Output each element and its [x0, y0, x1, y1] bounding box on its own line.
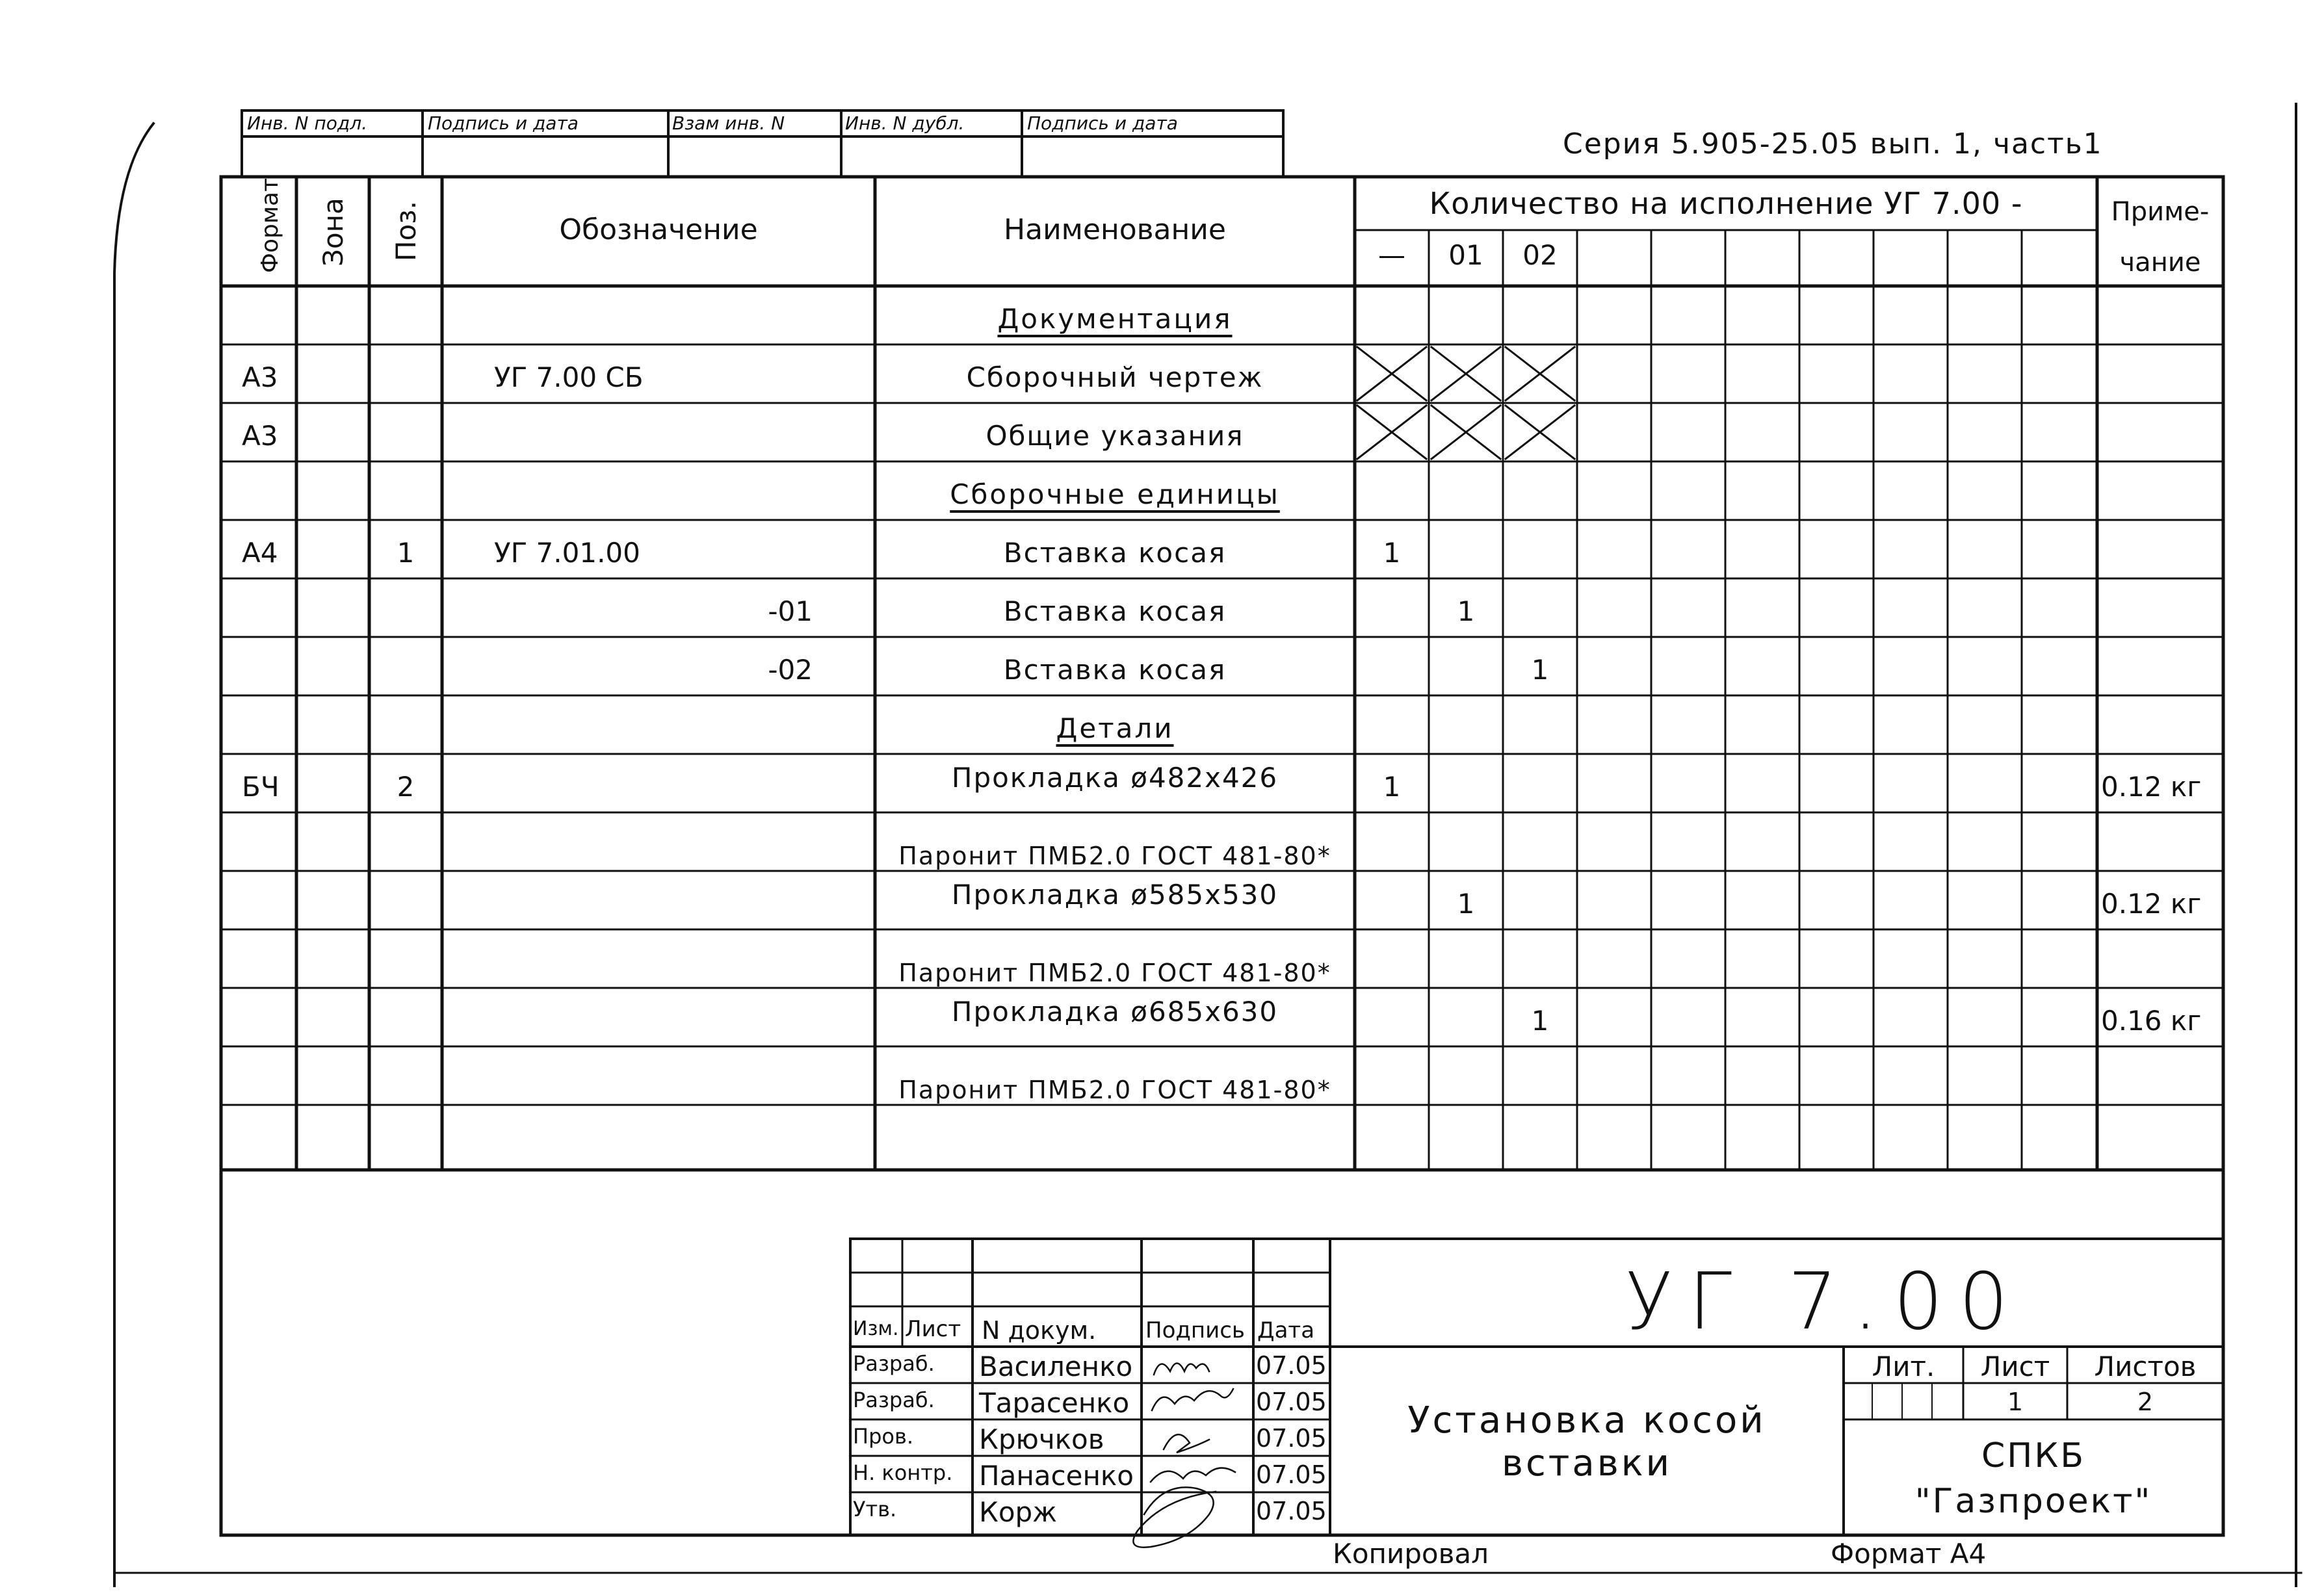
cell-name: Паронит ПМБ2.0 ГОСТ 481-80*: [898, 959, 1331, 987]
organization-line-2: "Газпроект": [1914, 1482, 2152, 1521]
cell-position: 1: [397, 537, 415, 569]
section-title: Детали: [1056, 712, 1174, 744]
cell-note: 0.12 кг: [2101, 888, 2202, 920]
cell-name: Прокладка ø482х426: [951, 762, 1279, 794]
cell-name: Сборочный чертеж: [966, 361, 1264, 393]
archive-cell-inv-dubl: Инв. N дубл.: [845, 112, 965, 134]
series-label: Серия 5.905-25.05 вып. 1, часть1: [1563, 127, 2103, 161]
sig-header-date: Дата: [1257, 1317, 1315, 1343]
person-role: Утв.: [853, 1497, 897, 1522]
archive-cell-signature-date-2: Подпись и дата: [1027, 112, 1178, 134]
person-date: 07.05: [1256, 1460, 1327, 1489]
document-title-line-1: Установка косой: [1407, 1399, 1766, 1442]
cell-name: Вставка косая: [1003, 595, 1227, 627]
cell-format: А3: [242, 361, 278, 393]
cell-name: Вставка косая: [1003, 654, 1227, 686]
lit-label: Лит.: [1872, 1351, 1935, 1382]
cell-quantity: 1: [1531, 1005, 1549, 1037]
person-name: Панасенко: [979, 1460, 1134, 1492]
binding-margin-line: [114, 123, 153, 1586]
sheet-value: 1: [2007, 1388, 2024, 1416]
person-role: Н. контр.: [853, 1460, 953, 1485]
archive-cell-vzam-inv: Взам инв. N: [672, 112, 785, 134]
header-position: Поз.: [390, 201, 422, 261]
document-title-line-2: вставки: [1502, 1442, 1672, 1484]
header-name: Наименование: [1004, 213, 1226, 246]
header-q-02: 02: [1522, 239, 1558, 271]
person-date: 07.05: [1256, 1424, 1327, 1453]
cell-format: А3: [242, 420, 278, 452]
cell-quantity: 1: [1383, 537, 1401, 569]
cell-name: Вставка косая: [1003, 537, 1227, 569]
header-quantity: Количество на исполнение УГ 7.00 -: [1429, 186, 2023, 221]
cell-designation: УГ 7.00 СБ: [494, 361, 644, 393]
footer-copied: Копировал: [1333, 1538, 1489, 1570]
person-name: Тарасенко: [979, 1387, 1130, 1419]
sig-header-list: Лист: [905, 1316, 961, 1342]
cell-quantity: 1: [1383, 771, 1401, 803]
cell-quantity: 1: [1531, 654, 1549, 686]
section-title: Сборочные единицы: [950, 478, 1280, 510]
person-name: Василенко: [979, 1351, 1133, 1382]
person-role: Разраб.: [853, 1388, 935, 1412]
cell-name: Паронит ПМБ2.0 ГОСТ 481-80*: [898, 1076, 1331, 1104]
person-name: Корж: [979, 1496, 1058, 1528]
header-q-01: 01: [1448, 239, 1483, 271]
sheets-label: Листов: [2094, 1351, 2197, 1382]
header-q-base: —: [1378, 239, 1405, 271]
header-note-top: Приме-: [2111, 197, 2210, 227]
person-name: Крючков: [979, 1423, 1104, 1455]
cell-quantity: 1: [1457, 888, 1475, 920]
sheet-label: Лист: [1980, 1351, 2050, 1382]
person-date: 07.05: [1256, 1388, 1327, 1416]
cell-designation: -01: [768, 595, 813, 627]
cell-name: Прокладка ø585х530: [951, 879, 1279, 911]
sig-header-doc: N докум.: [982, 1316, 1097, 1345]
person-date: 07.05: [1256, 1351, 1327, 1380]
header-note-bottom: чание: [2119, 248, 2201, 278]
cell-position: 2: [397, 771, 415, 803]
cell-quantity: 1: [1457, 595, 1475, 627]
sig-header-izm: Изм.: [853, 1317, 899, 1340]
cell-name: Общие указания: [986, 420, 1244, 452]
cell-designation: УГ 7.01.00: [494, 537, 640, 569]
cell-name: Паронит ПМБ2.0 ГОСТ 481-80*: [898, 842, 1331, 870]
header-zone: Зона: [317, 198, 349, 266]
person-date: 07.05: [1256, 1497, 1327, 1525]
cell-format: БЧ: [242, 771, 280, 803]
cell-name: Прокладка ø685х630: [951, 996, 1279, 1028]
archive-cell-inv-podl: Инв. N подл.: [247, 112, 367, 134]
cell-note: 0.16 кг: [2101, 1005, 2202, 1037]
person-role: Разраб.: [853, 1351, 935, 1376]
organization-line-1: СПКБ: [1981, 1436, 2085, 1475]
sig-header-signature: Подпись: [1145, 1317, 1245, 1343]
cell-designation: -02: [768, 654, 813, 686]
section-title: Документация: [997, 303, 1233, 335]
sheets-value: 2: [2137, 1388, 2154, 1416]
cell-note: 0.12 кг: [2101, 771, 2202, 803]
archive-cell-signature-date: Подпись и дата: [428, 112, 579, 134]
person-role: Пров.: [853, 1424, 913, 1449]
header-designation: Обозначение: [559, 213, 758, 246]
cell-format: А4: [242, 537, 278, 569]
header-format: Формат: [257, 177, 283, 273]
footer-format: Формат А4: [1831, 1538, 1987, 1570]
document-code: УГ 7.00: [1625, 1257, 2024, 1347]
